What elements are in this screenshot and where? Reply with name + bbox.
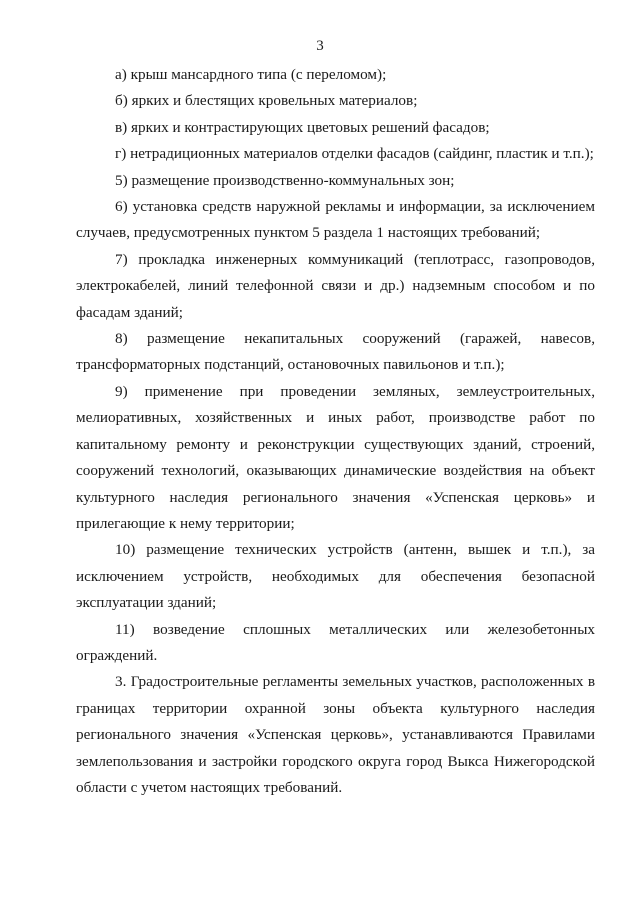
- page-number: 3: [316, 38, 324, 54]
- list-item-6: 6) установка средств наружной рекламы и информации, за исключением случаев, предусмотренных пунктом 5 раздела 1 настоящих требований;: [76, 198, 595, 242]
- list-item-v: в) ярких и контрастирующих цветовых решений фасадов;: [115, 118, 490, 136]
- list-item-11: 11) возведение сплошных металлических или железобетонных ограждений.: [76, 620, 595, 664]
- list-item-g: г) нетрадиционных материалов отделки фасадов (сайдинг, пластик и т.п.);: [115, 145, 594, 163]
- list-item-8: 8) размещение некапитальных сооружений (гаражей, навесов, трансформаторных подстанций, остановочных павильонов и т.п.);: [76, 330, 595, 374]
- list-item-5: 5) размещение производственно-коммунальных зон;: [115, 171, 455, 189]
- list-item-10: 10) размещение технических устройств (антенн, вышек и т.п.), за исключением устройств, необходимых для обеспечения безопасной эксплуатации зданий;: [76, 541, 595, 612]
- list-item-9: 9) применение при проведении земляных, землеустроительных, мелиоративных, хозяйственных и иных работ, производстве работ по капитальному ремонту и реконструкции существующих зданий, строений, сооружений технологий, оказывающих динамические воздействия на объект культурного наследия регионального значения «Успенская церковь» и прилегающие к нему территории;: [76, 382, 595, 532]
- list-item-7: 7) прокладка инженерных коммуникаций (теплотрасс, газопроводов, электрокабелей, линий телефонной связи и др.) надземным способом и по фасадам зданий;: [76, 250, 595, 321]
- section-3-paragraph: 3. Градостроительные регламенты земельных участков, расположенных в границах территории охранной зоны объекта культурного наследия регионального значения «Успенская церковь», устанавливаются Правилами землепользования и застройки городского округа город Выкса Нижегородской области с учетом настоящих требований.: [76, 673, 595, 796]
- document-body: [76, 62, 595, 801]
- list-item-a: а) крыш мансардного типа (с переломом);: [115, 66, 387, 83]
- list-item-b: б) ярких и блестящих кровельных материалов;: [115, 92, 418, 110]
